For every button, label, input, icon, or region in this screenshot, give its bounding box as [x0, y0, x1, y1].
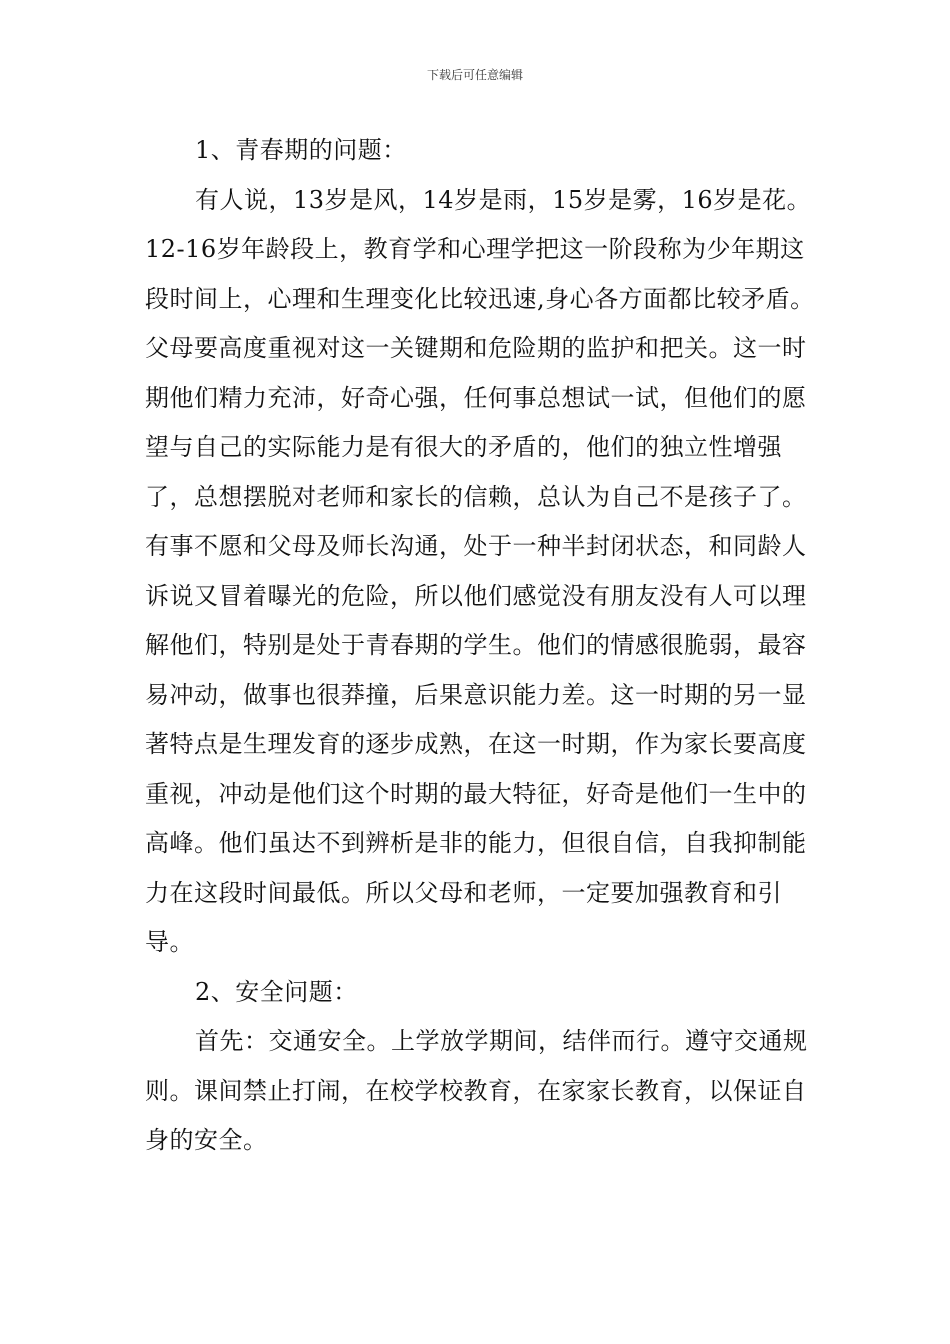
body-paragraph: 首先：交通安全。上学放学期间，结伴而行。遵守交通规则。课间禁止打闹，在校学校教育，在家家长教育，以保证自身的安全。: [145, 1027, 808, 1154]
header-note: 下载后可任意编辑: [426, 68, 523, 82]
section-heading-1: 1、青春期的问题：: [195, 136, 407, 164]
body-paragraph: 有人说，13岁是风，14岁是雨，15岁是雾，16岁是花。12-16岁年龄段上，教育学和心理学把这一阶段称为少年期这段时间上，心理和生理变化比较迅速,身心各方面都比较矛盾。父母要高度重视对这一关键期和危险期的监护和把关。这一时期他们精力充沛，好奇心强，任何事总想试一试，但他们的愿望与自己的实际能力是有很大的矛盾的，他们的独立性增强了，总想摆脱对老师和家长的信赖，总认为自己不是孩子了。有事不愿和父母及师长沟通，处于一种半封闭状态，和同龄人诉说又冒着曝光的危险，所以他们感觉没有朋友没有人可以理解他们，特别是处于青春期的学生。他们的情感很脆弱，最容易冲动，做事也很莽撞，后果意识能力差。这一时期的另一显著特点是生理发育的逐步成熟，在这一时期，作为家长要高度重视，冲动是他们这个时期的最大特征，好奇是他们一生中的高峰。他们虽达不到辨析是非的能力，但很自信，自我抑制能力在这段时间最低。所以父母和老师，一定要加强教育和引导。: [145, 185, 815, 956]
section-heading-2: 2、安全问题：: [195, 977, 358, 1006]
document-body: [145, 126, 825, 1166]
